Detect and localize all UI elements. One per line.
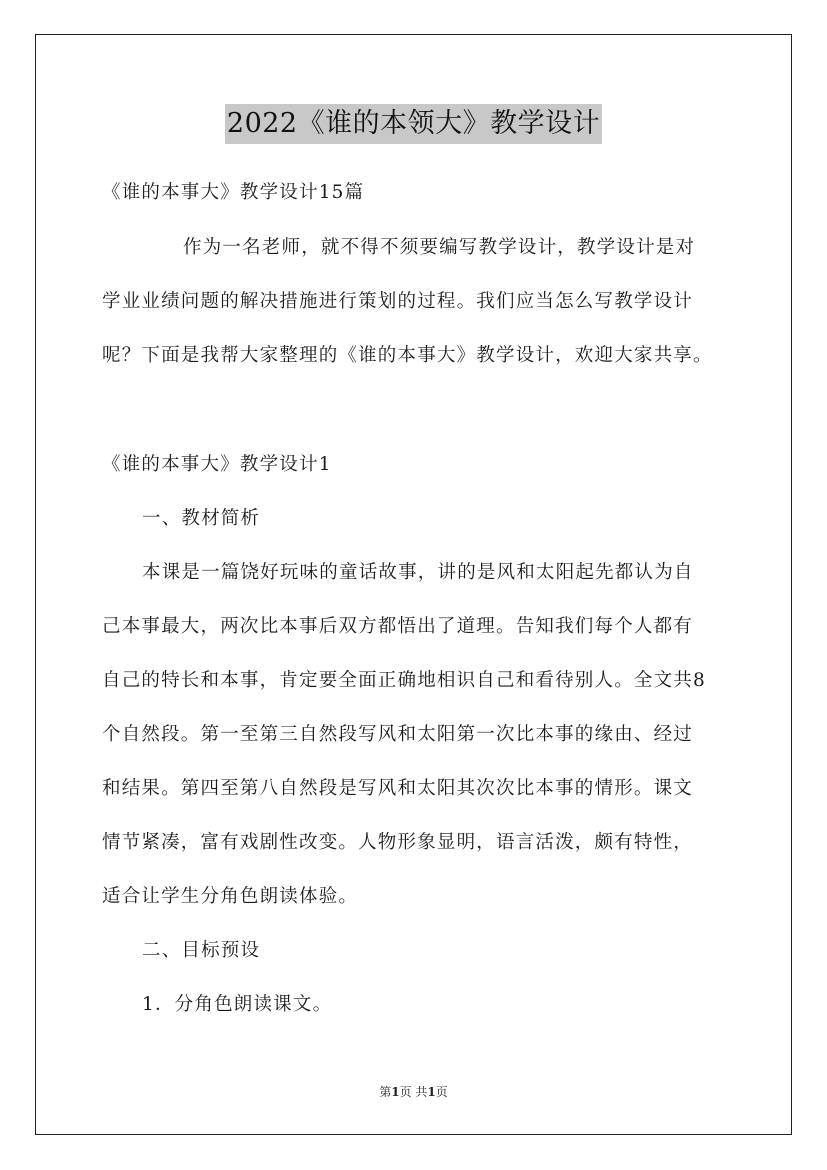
footer-prefix: 第	[379, 1085, 392, 1099]
section-title: 《谁的本事大》教学设计1	[102, 454, 332, 475]
footer-suffix: 页	[435, 1085, 448, 1099]
page-footer	[0, 1083, 827, 1100]
intro-line-1: 作为一名老师，就不得不须要编写教学设计，教学设计是对	[183, 237, 696, 258]
heading-textbook-analysis: 一、教材简析	[142, 508, 261, 529]
footer-mid: 页 共	[399, 1085, 428, 1099]
body-line-6: 情节紧凑，富有戏剧性改变。人物形象显明，语言活泼，颇有特性，	[102, 832, 694, 853]
intro-line-2: 学业业绩问题的解决措施进行策划的过程。我们应当怎么写教学设计	[102, 291, 694, 312]
heading-goals: 二、目标预设	[142, 940, 261, 961]
subtitle: 《谁的本事大》教学设计15篇	[102, 182, 365, 203]
list-item: 1．分角色朗读课文。	[142, 994, 333, 1015]
footer-page-number: 1	[391, 1085, 400, 1099]
body-line-5: 和结果。第四至第八自然段是写风和太阳其次次比本事的情形。课文	[102, 778, 694, 799]
body-line-1: 本课是一篇饶好玩味的童话故事，讲的是风和太阳起先都认为自	[142, 562, 694, 583]
body-line-7: 适合让学生分角色朗读体验。	[102, 886, 359, 907]
body-line-2: 己本事最大，两次比本事后双方都悟出了道理。告知我们每个人都有	[102, 616, 694, 637]
intro-line-3: 呢？下面是我帮大家整理的《谁的本事大》教学设计，欢迎大家共享。	[102, 345, 713, 366]
page-title: 2022《谁的本领大》教学设计	[225, 104, 602, 144]
footer-total-pages: 1	[427, 1085, 436, 1099]
title-container	[0, 104, 827, 144]
body-line-3: 自己的特长和本事，肯定要全面正确地相识自己和看待别人。全文共8	[102, 670, 706, 691]
body-line-4: 个自然段。第一至第三自然段写风和太阳第一次比本事的缘由、经过	[102, 724, 694, 745]
